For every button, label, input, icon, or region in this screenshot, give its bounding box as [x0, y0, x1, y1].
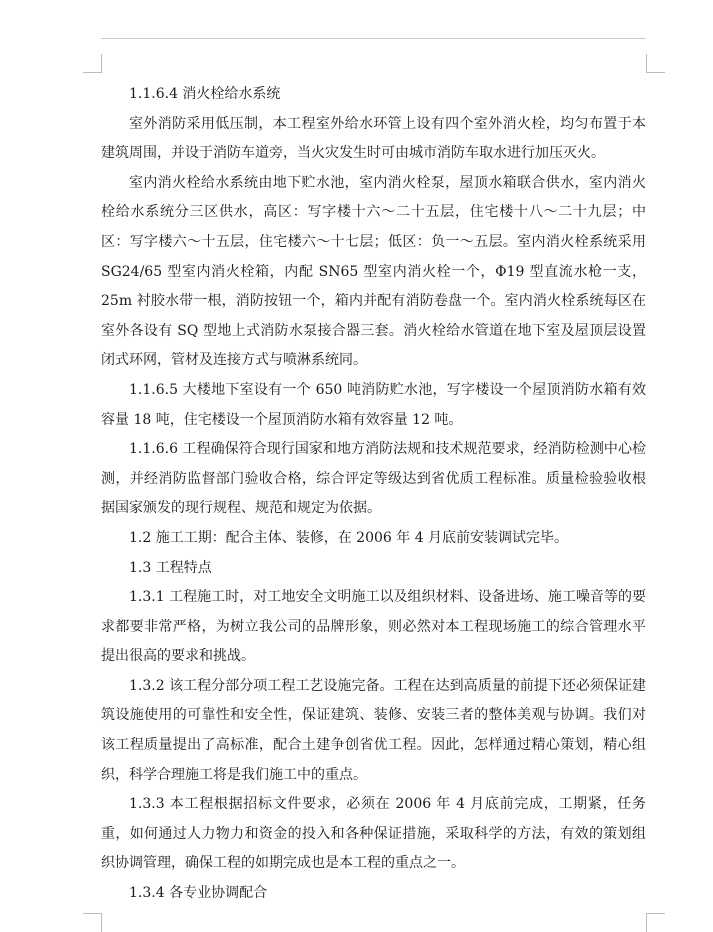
paragraph-indoor-hydrant: 室内消火栓给水系统由地下贮水池，室内消火栓泵，屋顶水箱联合供水，室内消火栓给水系统分三区供水，高区：写字楼十六～二十五层，住宅楼十八～二十九层；中区：写字楼六～十五层，住宅楼六～十七层；低区：负一～五层。室内消火栓系统采用 SG24/65 型室内消火栓箱，内配 SN65 型室内消火栓一个，Φ19 型直流水枪一支，25m 衬胶水带一根，消防按钮一个，箱内并配有消防卷盘一个。室内消火栓系统每区在室外各设有 SQ 型地上式消防水泵接合器三套。消火栓给水管道在地下室及屋顶层设置闭式环网，管材及连接方式与喷淋系统同。: [101, 174, 646, 369]
crop-mark-bottom-right: [646, 913, 665, 932]
paragraph-1-1-6-5: 1.1.6.5 大楼地下室设有一个 650 吨消防贮水池，写字楼设一个屋顶消防水箱有效容量 18 吨，住宅楼设一个屋顶消防水箱有效容量 12 吨。: [101, 381, 646, 428]
crop-mark-top-left: [83, 54, 102, 73]
paragraph-1-1-6-6: 1.1.6.6 工程确保符合现行国家和地方消防法规和技术规范要求，经消防检测中心检测，并经消防监督部门验收合格，综合评定等级达到省优质工程标准。质量检验验收根据国家颁发的现行规程、规范和规定为依据。: [101, 441, 646, 517]
crop-mark-bottom-left: [83, 913, 102, 932]
paragraph-outdoor-hydrant: 室外消防采用低压制，本工程室外给水环管上设有四个室外消火栓，均匀布置于本建筑周围，并设于消防车道旁，当火灾发生时可由城市消防车取水进行加压灭火。: [101, 115, 646, 162]
document-body: [101, 80, 646, 909]
paragraph-1-3-3: 1.3.3 本工程根据招标文件要求，必须在 2006 年 4 月底前完成，工期紧，任务重，如何通过人力物力和资金的投入和各种保证措施，采取科学的方法，有效的策划组织协调管理，确保工程的如期完成也是本工程的重点之一。: [101, 796, 646, 872]
page-top-rule: [101, 38, 646, 39]
paragraph-1-2-schedule: 1.2 施工工期：配合主体、装修，在 2006 年 4 月底前安装调试完毕。: [129, 529, 569, 546]
section-heading-1-3-4: 1.3.4 各专业协调配合: [129, 885, 268, 902]
section-heading-1-3: 1.3 工程特点: [129, 559, 212, 576]
paragraph-1-3-1: 1.3.1 工程施工时，对工地安全文明施工以及组织材料、设备进场、施工噪音等的要求都要非常严格，为树立我公司的品牌形象，则必然对本工程现场施工的综合管理水平提出很高的要求和挑战。: [101, 589, 646, 665]
paragraph-1-3-2: 1.3.2 该工程分部分项工程工艺设施完备。工程在达到高质量的前提下还必须保证建筑设施使用的可靠性和安全性，保证建筑、装修、安装三者的整体美观与协调。我们对该工程质量提出了高标准，配合土建争创省优工程。因此，怎样通过精心策划，精心组织，科学合理施工将是我们施工中的重点。: [101, 677, 646, 783]
crop-mark-top-right: [646, 54, 665, 73]
section-heading-1-1-6-4: 1.1.6.4 消火栓给水系统: [129, 86, 281, 102]
